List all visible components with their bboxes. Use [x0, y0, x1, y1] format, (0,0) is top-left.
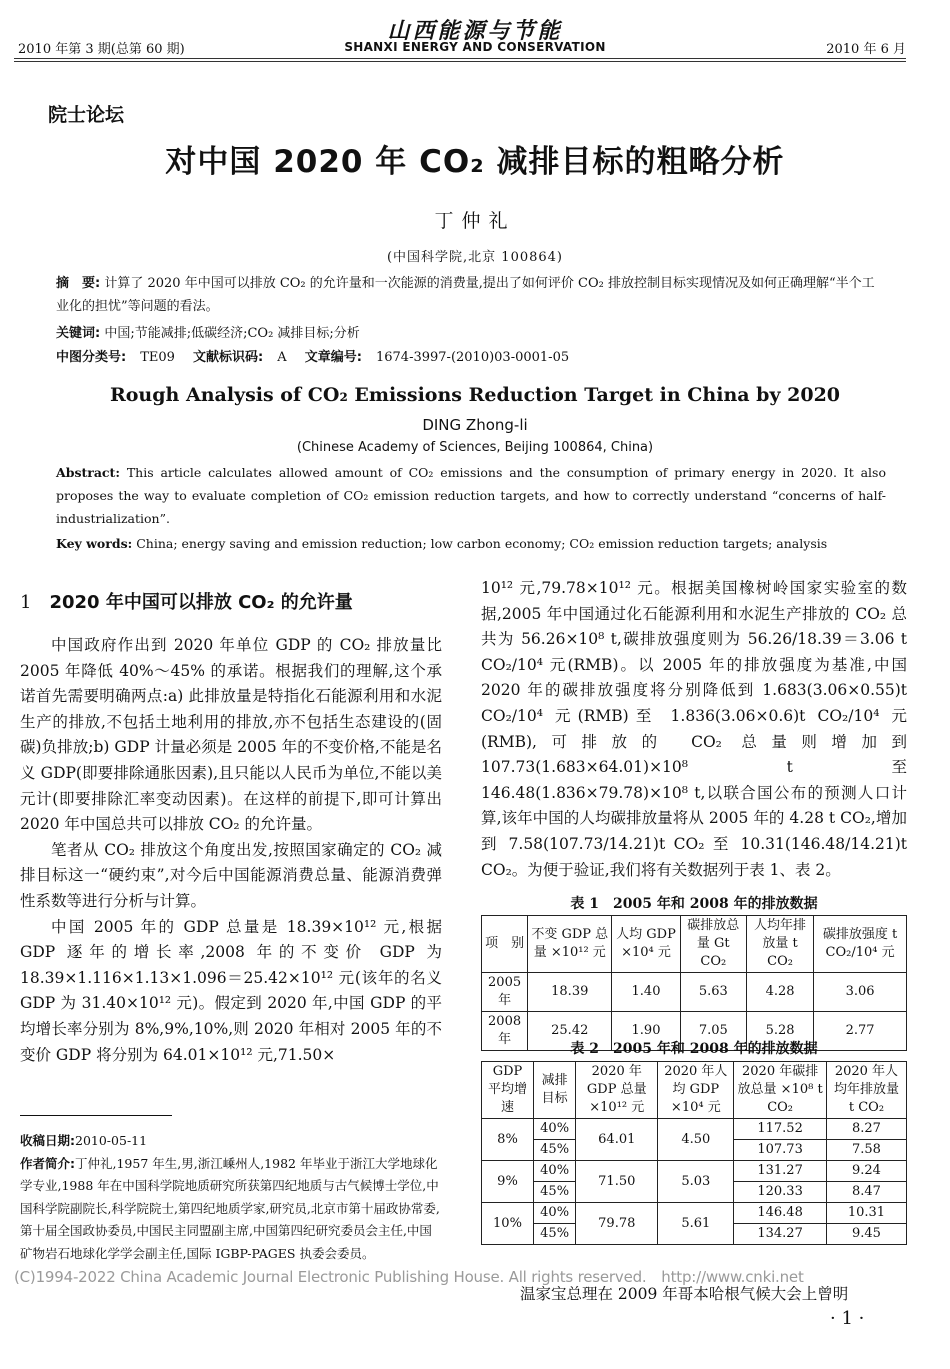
table-cell: 7.05	[680, 1012, 746, 1051]
table-cell: 8.47	[826, 1182, 906, 1203]
table-cell: 2008 年	[482, 1012, 528, 1051]
section-1-title: 2020 年中国可以排放 CO₂ 的允许量	[49, 592, 353, 613]
journal-logo: 山西能源与节能	[387, 18, 563, 44]
clc-label: 中图分类号:	[56, 350, 127, 365]
table-cell: 10%	[482, 1203, 534, 1245]
paragraph: 中国 2005 年的 GDP 总量是 18.39×10¹² 元,根据 GDP 逐年的增长率,2008 年的不变价 GDP 为 18.39×1.116×1.13×1.096＝25.42×10¹² 元(该年的名义 GDP 为 31.40×10¹² 元)。假定到 2020 年,中国 GDP 的平均增长率分别为 8%,9%,10%,则 2020 年相对 2005 年的不变价 GDP 将分别为 64.01×10¹² 元,71.50×	[20, 917, 442, 1064]
author-affiliation: (中国科学院,北京 100864)	[386, 250, 564, 265]
table-header: 不变 GDP 总量 ×10¹² 元	[528, 916, 612, 973]
copyright-watermark: (C)1994-2022 China Academic Journal Electronic Publishing House. All rights reserved. http://www.cnki.net	[14, 1268, 804, 1286]
received-label: 收稿日期:	[20, 1133, 75, 1148]
table-cell: 134.27	[734, 1224, 827, 1245]
table-cell: 5.63	[680, 973, 746, 1012]
issue-date: 2010 年 6 月	[826, 42, 906, 57]
table-cell: 40%	[533, 1161, 575, 1182]
received-date	[20, 1130, 442, 1153]
abstract-en	[56, 461, 886, 530]
table-cell: 9.24	[826, 1161, 906, 1182]
paragraph: 中国政府作出到 2020 年单位 GDP 的 CO₂ 排放量比 2005 年降低 40%～45% 的承诺。根据我们的理解,这个承诺首先需要明确两点:a) 此排放量是特指化石能源利用和水泥生产的排放,不包括土地利用的排放,亦不包括生态建设的(固碳)负排放;b) GDP 计量必须是 2005 年的不变价格,不能是名义 GDP(即要排除通胀因素),且只能以人民币为单位,不能以美元计(即要排除汇率变动因素)。在这样的前提下,即可计算出 2020 年中国总共可以排放 CO₂ 的允许量。	[20, 636, 442, 834]
table-cell: 117.52	[734, 1119, 827, 1140]
issue-info: 2010 年第 3 期(总第 60 期)	[18, 42, 185, 57]
table-cell: 7.58	[826, 1140, 906, 1161]
table-2-caption: 表 2 2005 年和 2008 年的排放数据	[570, 1041, 818, 1057]
left-column-body	[20, 633, 442, 1068]
keywords-zh-text: 中国;节能减排;低碳经济;CO₂ 减排目标;分析	[104, 326, 360, 341]
table-header: 2020 年人均年排放量 t CO₂	[826, 1062, 906, 1119]
table-header: 2020 年碳排放总量 ×10⁸ t CO₂	[734, 1062, 827, 1119]
table-2	[481, 1061, 907, 1245]
abstract-zh-label: 摘 要:	[56, 276, 101, 291]
table-row	[482, 973, 907, 1012]
clc-value: TE09	[140, 350, 175, 365]
table-cell: 64.01	[576, 1119, 658, 1161]
keywords-en-text: China; energy saving and emission reduction; low carbon economy; CO₂ emission reduction targets; analysis	[136, 536, 828, 551]
table-cell: 4.50	[658, 1119, 734, 1161]
author-name: 丁仲礼	[434, 210, 516, 232]
table-cell: 10.31	[826, 1203, 906, 1224]
header-rule	[14, 58, 906, 62]
table-1-caption: 表 1 2005 年和 2008 年的排放数据	[570, 896, 818, 912]
abstract-en-label: Abstract:	[56, 465, 120, 480]
table-cell: 5.61	[658, 1203, 734, 1245]
table-header: 项 别	[482, 916, 528, 973]
right-column-body	[481, 576, 907, 883]
keywords-zh	[56, 322, 886, 345]
table-header: 人均年排放量 t CO₂	[746, 916, 813, 973]
classification-line	[56, 346, 886, 369]
table-cell: 8.27	[826, 1119, 906, 1140]
table-cell: 120.33	[734, 1182, 827, 1203]
table-cell: 40%	[533, 1119, 575, 1140]
table-cell: 146.48	[734, 1203, 827, 1224]
abstract-zh-text: 计算了 2020 年中国可以排放 CO₂ 的允许量和一次能源的消费量,提出了如何评价 CO₂ 排放控制目标实现情况及如何正确理解“半个工业化的担忧”等问题的看法。	[56, 276, 875, 314]
abstract-en-text: This article calculates allowed amount of CO₂ emissions and the consumption of primary energy in 2020. It also proposes the way to evaluate completion of CO₂ emission reduction targets, and how to correctly understand “concerns of half-industrialization”.	[56, 465, 886, 526]
table-cell: 79.78	[576, 1203, 658, 1245]
keywords-zh-label: 关键词:	[56, 326, 101, 341]
received-value: 2010-05-11	[75, 1133, 148, 1148]
section-1-number: 1	[20, 592, 32, 613]
footnote-rule	[20, 1115, 172, 1116]
table-cell: 3.06	[814, 973, 907, 1012]
table-cell: 40%	[533, 1203, 575, 1224]
english-title: Rough Analysis of CO₂ Emissions Reduction Target in China by 2020	[109, 384, 841, 406]
english-author: DING Zhong-li	[422, 416, 528, 434]
table-header: 2020 年 GDP 总量 ×10¹² 元	[576, 1062, 658, 1119]
abstract-zh	[56, 272, 886, 318]
table-cell: 131.27	[734, 1161, 827, 1182]
table-header: 碳排放总量 Gt CO₂	[680, 916, 746, 973]
doc-code-label: 文献标识码:	[193, 350, 264, 365]
paragraph: 10¹² 元,79.78×10¹² 元。根据美国橡树岭国家实验室的数据,2005 年中国通过化石能源利用和水泥生产排放的 CO₂ 总共为 56.26×10⁸ t,碳排放强度则为 56.26/18.39＝3.06 t CO₂/10⁴ 元(RMB)。以 2005 年的排放强度为基准,中国 2020 年的碳排放强度将分别降低到 1.683(3.06×0.55)t CO₂/10⁴ 元(RMB)至 1.836(3.06×0.6)t CO₂/10⁴ 元(RMB),可排放的 CO₂ 总量则增加到 107.73(1.683×64.01)×10⁸ t 至 146.48(1.836×79.78)×10⁸ t,以联合国公布的预测人口计算,该年中国的人均碳排放量将从 2005 年的 4.28 t CO₂,增加到 7.58(107.73/14.21)t CO₂ 至 10.31(146.48/14.21)t CO₂。为便于验证,我们将有关数据列于表 1、表 2。	[481, 579, 907, 879]
table-cell: 2.77	[814, 1012, 907, 1051]
table-header: 减排目标	[533, 1062, 575, 1119]
table-cell: 8%	[482, 1119, 534, 1161]
table-cell: 5.03	[658, 1161, 734, 1203]
table-header: 人均 GDP ×10⁴ 元	[612, 916, 680, 973]
table-cell: 9.45	[826, 1224, 906, 1245]
english-affiliation: (Chinese Academy of Sciences, Beijing 100864, China)	[296, 440, 654, 455]
table-cell: 45%	[533, 1140, 575, 1161]
column-label: 院士论坛	[48, 104, 125, 126]
table-header: 2020 年人均 GDP ×10⁴ 元	[658, 1062, 734, 1119]
keywords-en	[56, 532, 886, 555]
paper-title: 对中国 2020 年 CO₂ 减排目标的粗略分析	[165, 144, 785, 180]
table-cell: 18.39	[528, 973, 612, 1012]
table-cell: 5.28	[746, 1012, 813, 1051]
table-header: GDP 平均增速	[482, 1062, 534, 1119]
table-cell: 9%	[482, 1161, 534, 1203]
paragraph: 笔者从 CO₂ 排放这个角度出发,按照国家确定的 CO₂ 减排目标这一“硬约束”,对今后中国能源消费总量、能源消费弹性系数等进行分析与计算。	[20, 840, 442, 910]
table-cell: 45%	[533, 1224, 575, 1245]
section-1-heading	[20, 588, 353, 614]
table-cell: 107.73	[734, 1140, 827, 1161]
table-cell: 1.40	[612, 973, 680, 1012]
author-bio	[20, 1153, 442, 1266]
table-cell: 2005 年	[482, 973, 528, 1012]
doc-code-value: A	[277, 350, 287, 365]
table-cell: 25.42	[528, 1012, 612, 1051]
bio-text: 丁仲礼,1957 年生,男,浙江嵊州人,1982 年毕业于浙江大学地球化学专业,1988 年在中国科学院地质研究所获第四纪地质与古气候博士学位,中国科学院副院长,科学院院士,第四纪地质学家,研究员,北京市第十届政协常委,第十届全国政协委员,中国民主同盟副主席,中国第四纪研究委员会主任,中国矿物岩石地球化学学会副主任,国际 IGBP-PAGES 执委会委员。	[20, 1155, 440, 1261]
table-1	[481, 915, 907, 1051]
article-no-value: 1674-3997-(2010)03-0001-05	[375, 350, 570, 365]
journal-english-name: SHANXI ENERGY AND CONSERVATION	[344, 40, 606, 54]
table-row	[482, 1203, 907, 1224]
table-row	[482, 1119, 907, 1140]
table-header: 碳排放强度 t CO₂/10⁴ 元	[814, 916, 907, 973]
table-cell: 1.90	[612, 1012, 680, 1051]
footnote	[20, 1130, 442, 1265]
article-no-label: 文章编号:	[304, 350, 362, 365]
table-cell: 4.28	[746, 973, 813, 1012]
right-column-continuation: 温家宝总理在 2009 年哥本哈根气候大会上曾明	[520, 1285, 849, 1303]
bio-label: 作者简介:	[20, 1155, 75, 1171]
table-cell: 45%	[533, 1182, 575, 1203]
table-row	[482, 1161, 907, 1182]
keywords-en-label: Key words:	[56, 536, 133, 551]
table-cell: 71.50	[576, 1161, 658, 1203]
page-number: · 1 ·	[830, 1308, 865, 1329]
